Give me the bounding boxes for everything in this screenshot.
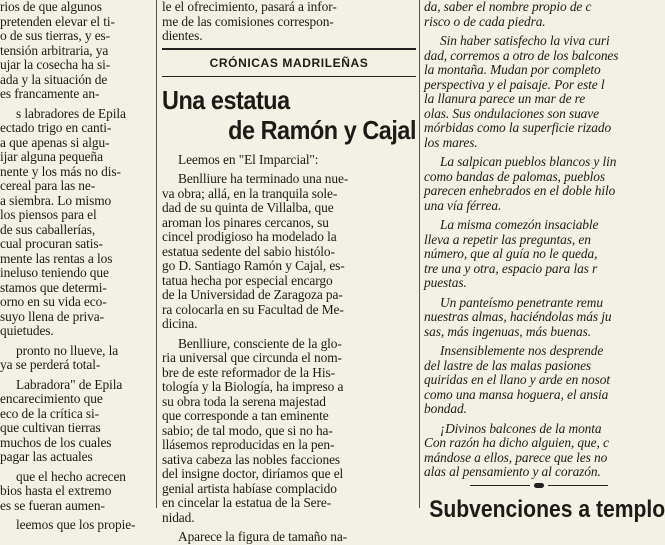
text-line: dicina. [162, 316, 198, 331]
text-line: cereal para las ne- [0, 178, 96, 193]
text-line: a siembra. Lo mismo [0, 192, 112, 208]
text-line: los mares. [424, 134, 478, 150]
text-line: parecen enhebrados en el doble hilo [424, 183, 616, 198]
text-line: aroman los pinares cercanos, su [162, 214, 329, 230]
headline-line-2: de Ramón y Cajal [228, 114, 416, 145]
text-line: en cincelar la estatua de la Sere- [162, 495, 332, 510]
text-line: que cultivan tierras [0, 420, 101, 435]
text-line: olas. Sus ondulaciones son suave [424, 105, 599, 121]
text-line: Sin haber satisfecho la viva curi [440, 33, 610, 48]
text-line: va obra; allá, en la tranquila sole- [162, 185, 338, 201]
text-line: bios hasta el extremo [0, 483, 112, 498]
text-line: alas al pensamiento y al corazón. [424, 464, 601, 479]
text-line: Un panteísmo penetrante remu [440, 294, 603, 310]
text-line: nidad. [162, 509, 195, 525]
middle-top-text [162, 0, 416, 44]
text-line: encarecimiento que [0, 391, 103, 406]
text-line: estatua sedente del sabio histólo- [162, 243, 335, 259]
text-line: ectado trigo en canti- [0, 120, 112, 135]
text-line: como una mansa hoguera, el ansia [424, 386, 609, 402]
text-line: ya se perderá total- [0, 357, 101, 372]
text-line: go D. Santiago Ramón y Cajal, es- [162, 258, 345, 273]
text-line: dad de su quinta de Villalba, que [162, 200, 334, 215]
text-line: nente y los más no dis- [0, 163, 121, 179]
text-line: Con razón ha dicho alguien, que, c [424, 435, 609, 450]
text-line: del lastre de las malas pasiones [424, 357, 592, 373]
text-line: dientes. [162, 28, 203, 43]
text-line: quietudes. [0, 323, 54, 338]
text-line: me de las comisiones correspon- [162, 13, 334, 29]
text-line: una vía férrea. [424, 197, 502, 213]
text-line: rios de que algunos [0, 0, 102, 14]
text-line: bondad. [424, 401, 467, 416]
text-line: mándose a ellos, parece que les no [424, 449, 608, 465]
text-line: cincel prodigioso ha modelado la [162, 229, 337, 244]
text-line: tre una y otra, espacio para las r [424, 260, 598, 276]
text-line: pronto no llueve, la [16, 342, 119, 358]
text-line: suyo llena de priva- [0, 308, 104, 324]
text-line: sabio; de tal modo, que si no ha- [162, 422, 333, 438]
text-line: ra colocarla en su Facultad de Me- [162, 301, 344, 317]
text-line: ¡Divinos balcones de la monta [440, 420, 602, 436]
text-line: tatua hecha por especial encargo [162, 272, 333, 288]
text-line: da, saber el nombre propio de c [424, 0, 592, 14]
article-body [162, 153, 416, 545]
text-line: de la Universidad de Zaragoza pa- [162, 287, 343, 302]
text-line: La salpican pueblos blancos y lin [440, 154, 617, 169]
text-line: a que apenas si algu- [0, 134, 110, 150]
text-line: llásemos reproducidas en la pen- [162, 437, 335, 452]
text-line: mente las rentas a los [0, 250, 113, 266]
left-column [0, 0, 152, 532]
text-line: la llanura parece un mar de re [424, 91, 586, 106]
text-line: muchos de los cuales [0, 434, 112, 450]
section-ornament [424, 480, 654, 492]
text-line: tensión arbitraria, ya [0, 42, 109, 58]
text-line: que corresponde a tan eminente [162, 408, 329, 423]
text-line: le el ofrecimiento, pasará a infor- [162, 0, 337, 14]
middle-column [162, 0, 416, 544]
text-line: pagar las actuales [0, 449, 93, 464]
text-line: es francamente an- [0, 86, 100, 101]
text-line: del insigne doctor, diríamos que el [162, 466, 344, 481]
text-line: ada y la situación de [0, 71, 108, 87]
text-line: es se fueran aumen- [0, 497, 105, 513]
text-line: mórbidas como la superficie rizado [424, 120, 612, 135]
section-label: CRÓNICAS MADRILEÑAS [162, 48, 416, 77]
text-line: su obra toda la serena majestad [162, 393, 326, 409]
text-line: risco o de cada piedra. [424, 13, 546, 29]
column-rule-left [156, 0, 157, 508]
text-line: ineluso teniendo que [0, 265, 109, 280]
text-line: quiridas en el llano y arde en nosot [424, 372, 610, 387]
text-line: pretenden elevar el ti- [0, 13, 115, 29]
text-line: Aparece la figura de tamaño na- [178, 529, 348, 544]
headline-line-1: Una estatua [162, 84, 290, 115]
text-line: sas, más ingenuas, más buenas. [424, 323, 591, 339]
text-line: ijar alguna pequeña [0, 149, 103, 164]
text-line: o de sus tierras, y es- [0, 28, 111, 43]
text-line: bre de este reformador de la His- [162, 364, 335, 380]
text-line: nuestras almas, haciéndolas más ju [424, 309, 612, 324]
column-rule-right [419, 0, 420, 508]
text-line: cual procuran satis- [0, 236, 103, 251]
text-line: puestas. [424, 275, 467, 290]
text-line: dad, corremos a otro de los balcones [424, 47, 619, 63]
text-line: sativa cabeza las nobles facciones [162, 451, 341, 467]
text-line: s labradores de Epila [16, 105, 126, 121]
text-line: de sus caballerías, [0, 221, 96, 237]
text-line: eco de la crítica si- [0, 405, 100, 421]
text-line: como bandas de palomas, pueblos [424, 168, 606, 184]
text-line: stamos que determi- [0, 279, 107, 295]
text-line: que el hecho acrecen [16, 468, 126, 484]
text-line: número, que al guía no le queda, [424, 246, 598, 261]
text-line: los piensos para el [0, 207, 97, 222]
text-line: orno en su vida eco- [0, 294, 107, 309]
text-line: ria universal que circunda el nom- [162, 350, 342, 365]
text-line: Benlliure ha terminado una nue- [178, 171, 349, 186]
text-line: Leemos en "El Imparcial": [178, 151, 319, 167]
text-line: perspectiva y el paisaje. Por este l [424, 76, 605, 92]
text-line: Benlliure, consciente de la glo- [178, 335, 342, 351]
right-article-body [424, 0, 654, 480]
text-line: Labradora" de Epila [16, 376, 123, 392]
headline-subvenciones: Subvenciones a templo [429, 495, 665, 523]
right-column [424, 0, 665, 523]
text-line: genial artista habíase complacido [162, 480, 337, 496]
text-line: lleva a repetir las preguntas, en [424, 231, 591, 247]
text-line: leemos que los propie- [16, 517, 136, 532]
text-line: la montaña. Mudan por completo [424, 62, 601, 77]
text-line: Insensiblemente nos desprende [440, 343, 604, 358]
text-line: tología y la Biología, ha impreso a [162, 379, 344, 394]
text-line: La misma comezón insaciable [440, 217, 599, 232]
text-line: ujar la cosecha ha si- [0, 57, 111, 72]
